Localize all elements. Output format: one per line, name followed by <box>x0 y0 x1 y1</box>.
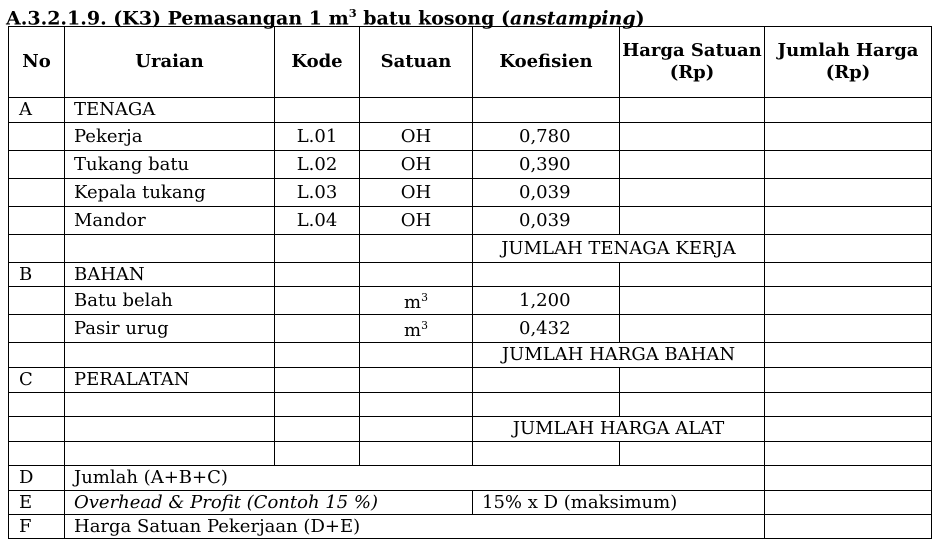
summary-row-d <box>9 466 932 491</box>
kode-cell: L.01 <box>275 123 360 151</box>
section-label: TENAGA <box>65 98 275 123</box>
section-label: PERALATAN <box>65 368 275 393</box>
table-row <box>9 151 932 179</box>
kode-cell: L.03 <box>275 179 360 207</box>
section-code: B <box>9 263 65 287</box>
satuan-cell: $m^3$ <box>360 287 473 315</box>
header-koefisien: Koefisien <box>473 27 620 98</box>
header-satuan: Satuan <box>360 27 473 98</box>
header-row <box>9 27 932 98</box>
table-row <box>9 179 932 207</box>
uraian-cell: Tukang batu <box>65 151 275 179</box>
subtotal-label: JUMLAH TENAGA KERJA <box>473 235 765 263</box>
uraian-cell: Pasir urug <box>65 315 275 343</box>
summary-label: Harga Satuan Pekerjaan (D+E) <box>65 515 765 539</box>
section-code: C <box>9 368 65 393</box>
kode-cell: L.02 <box>275 151 360 179</box>
section-row <box>9 98 932 123</box>
table-row <box>9 315 932 343</box>
summary-row-f <box>9 515 932 539</box>
satuan-cell: OH <box>360 123 473 151</box>
section-label: BAHAN <box>65 263 275 287</box>
summary-code: E <box>9 491 65 515</box>
koefisien-cell: 1,200 <box>473 287 620 315</box>
satuan-cell: OH <box>360 207 473 235</box>
subtotal-label: JUMLAH HARGA ALAT <box>473 417 765 442</box>
header-jumlah-harga: Jumlah Harga (Rp) <box>765 27 932 98</box>
koefisien-cell: 0,390 <box>473 151 620 179</box>
summary-code: F <box>9 515 65 539</box>
summary-row-e <box>9 491 932 515</box>
table-row <box>9 123 932 151</box>
header-uraian: Uraian <box>65 27 275 98</box>
koefisien-cell: 0,039 <box>473 207 620 235</box>
subtotal-row <box>9 235 932 263</box>
header-no: No <box>9 27 65 98</box>
header-kode: Kode <box>275 27 360 98</box>
satuan-cell: $m^3$ <box>360 315 473 343</box>
table-row <box>9 207 932 235</box>
uraian-cell: Kepala tukang <box>65 179 275 207</box>
koefisien-cell: 0,039 <box>473 179 620 207</box>
table-row <box>9 442 932 466</box>
overhead-formula: 15% x D (maksimum) <box>473 491 765 515</box>
koefisien-cell: 0,432 <box>473 315 620 343</box>
uraian-cell: Mandor <box>65 207 275 235</box>
satuan-cell: OH <box>360 151 473 179</box>
summary-label: Jumlah (A+B+C) <box>65 466 765 491</box>
section-row <box>9 368 932 393</box>
subtotal-row <box>9 343 932 368</box>
header-harga-satuan: Harga Satuan (Rp) <box>620 27 765 98</box>
summary-code: D <box>9 466 65 491</box>
table-row <box>9 287 932 315</box>
uraian-cell: Pekerja <box>65 123 275 151</box>
page-title: A.3.2.1.9. (K3) Pemasangan 1 $m^3$ batu kosong (anstamping) <box>6 6 645 30</box>
kode-cell: L.04 <box>275 207 360 235</box>
section-code: A <box>9 98 65 123</box>
satuan-cell: OH <box>360 179 473 207</box>
uraian-cell: Batu belah <box>65 287 275 315</box>
subtotal-label: JUMLAH HARGA BAHAN <box>473 343 765 368</box>
table-row <box>9 393 932 417</box>
subtotal-row <box>9 417 932 442</box>
analysis-table <box>8 26 932 539</box>
koefisien-cell: 0,780 <box>473 123 620 151</box>
section-row <box>9 263 932 287</box>
summary-label: Overhead & Profit (Contoh 15 %) <box>65 491 473 515</box>
